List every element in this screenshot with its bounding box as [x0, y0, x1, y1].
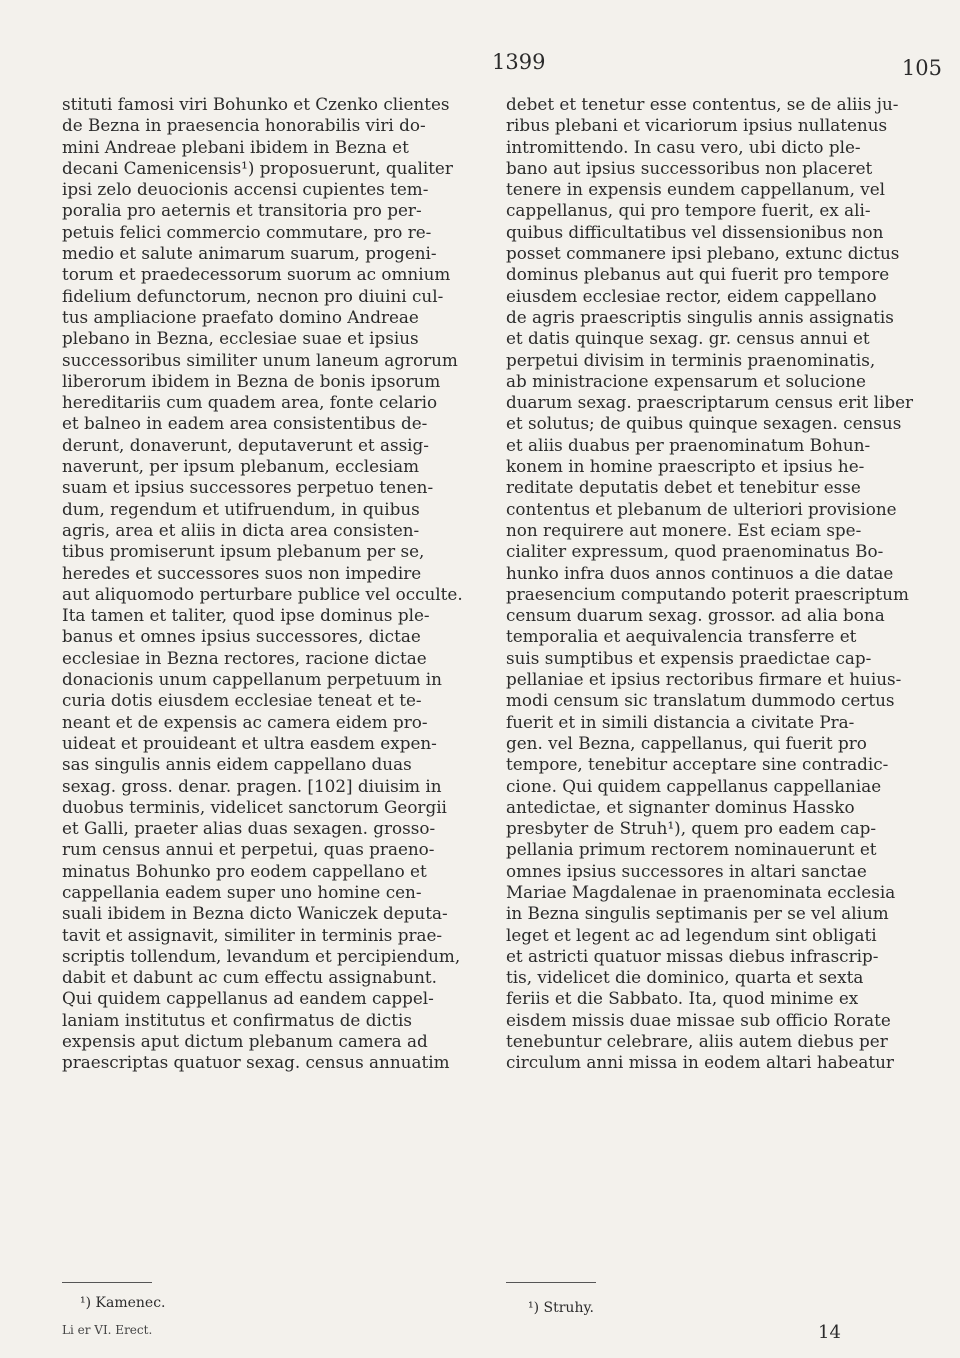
- text-line: eisdem missis duae missae sub officio Rorate: [506, 1009, 891, 1030]
- text-line: tavit et assignavit, similiter in terminis prae-: [62, 924, 443, 945]
- text-line: modi censum sic translatum dummodo certus: [506, 690, 895, 711]
- text-line: circulum anni missa in eodem altari habeatur: [506, 1052, 894, 1073]
- text-line: ribus plebani et vicariorum ipsius nullatenus: [506, 115, 888, 136]
- text-line: praescriptas quatuor sexag. census annuatim: [62, 1052, 450, 1073]
- text-line: mini Andreae plebani ibidem in Bezna et: [62, 136, 409, 157]
- footnote-left: ¹) Kamenec.: [80, 1295, 166, 1311]
- text-line: curia dotis eiusdem ecclesiae teneat et te-: [62, 690, 422, 711]
- text-line: tempore, tenebitur acceptare sine contradic-: [506, 754, 889, 775]
- text-line: perpetui divisim in terminis praenominatis,: [506, 349, 876, 370]
- text-line: decani Camenicensis¹) proposuerunt, qualiter: [62, 157, 453, 178]
- text-line: tenebuntur celebrare, aliis autem diebus per: [506, 1031, 888, 1052]
- year-header: 1399: [492, 50, 546, 74]
- text-line: pellaniae et ipsius rectoribus firmare et huius-: [506, 669, 902, 690]
- text-line: sas singulis annis eidem cappellano duas: [62, 754, 412, 775]
- footnote-right: ¹) Struhy.: [528, 1300, 594, 1316]
- text-line: agris, area et aliis in dicta area consisten-: [62, 519, 420, 540]
- text-line: gen. vel Bezna, cappellanus, qui fuerit pro: [506, 732, 867, 753]
- text-line: rum census annui et perpetui, quas praeno-: [62, 839, 435, 860]
- text-line: duobus terminis, videlicet sanctorum Georgii: [62, 796, 447, 817]
- text-line: dum, regendum et utifruendum, in quibus: [62, 498, 420, 519]
- text-line: antedictae, et signanter dominus Hassko: [506, 796, 855, 817]
- text-line: leget et legent ac ad legendum sint obligati: [506, 924, 877, 945]
- text-line: minatus Bohunko pro eodem cappellano et: [62, 860, 427, 881]
- text-line: intromittendo. In casu vero, ubi dicto ple-: [506, 136, 861, 157]
- text-line: petuis felici commercio commutare, pro re-: [62, 221, 432, 242]
- text-line: contentus et plebanum de ulteriori provisione: [506, 498, 897, 519]
- text-line: medio et salute animarum suarum, progeni-: [62, 243, 437, 264]
- text-line: scriptis tollendum, levandum et percipiendum,: [62, 945, 461, 966]
- text-line: duarum sexag. praescriptarum census erit liber: [506, 392, 914, 413]
- text-line: et astricti quatuor missas diebus infrascrip-: [506, 945, 879, 966]
- text-line: et datis quinque sexag. gr. census annui et: [506, 328, 870, 349]
- text-line: liberorum ibidem in Bezna de bonis ipsorum: [62, 370, 441, 391]
- text-line: ab ministracione expensarum et solucione: [506, 370, 866, 391]
- text-line: eiusdem ecclesiae rector, eidem cappellano: [506, 285, 877, 306]
- text-line: heredes et successores suos non impedire: [62, 562, 422, 583]
- text-line: reditate deputatis debet et tenebitur esse: [506, 477, 861, 498]
- text-line: ipsi zelo deuocionis accensi cupientes tem-: [62, 179, 429, 200]
- text-line: plebano in Bezna, ecclesiae suae et ipsius: [62, 328, 419, 349]
- text-line: et balneo in eadem area consistentibus de-: [62, 413, 428, 434]
- footnote-rule-left: [62, 1282, 152, 1283]
- printer-signature: Li er VI. Erect.: [62, 1323, 153, 1337]
- right-text-column: [506, 94, 918, 1074]
- text-line: hunko infra duos annos continuos a die datae: [506, 562, 894, 583]
- text-line: tenere in expensis eundem cappellanum, vel: [506, 179, 886, 200]
- text-line: suis sumptibus et expensis praedictae cap-: [506, 647, 872, 668]
- text-line: et Galli, praeter alias duas sexagen. grosso-: [62, 818, 436, 839]
- text-line: hereditariis cum quadem area, fonte celario: [62, 392, 438, 413]
- text-line: banus et omnes ipsius successores, dictae: [62, 626, 421, 647]
- text-line: cialiter expressum, quod praenominatus Bo-: [506, 541, 884, 562]
- text-line: non requirere aut monere. Est eciam spe-: [506, 519, 862, 540]
- text-line: bano aut ipsius successoribus non placeret: [506, 157, 873, 178]
- text-line: temporalia et aequivalencia transferre et: [506, 626, 857, 647]
- text-line: Qui quidem cappellanus ad eandem cappel-: [62, 988, 434, 1009]
- text-line: fidelium defunctorum, necnon pro diuini cul-: [62, 285, 444, 306]
- text-line: in Bezna singulis septimanis per se vel alium: [506, 903, 889, 924]
- signature-number: 14: [818, 1322, 841, 1343]
- text-line: posset commanere ipsi plebano, extunc dictus: [506, 243, 900, 264]
- footnote-rule-right: [506, 1282, 596, 1283]
- text-line: suam et ipsius successores perpetuo tenen-: [62, 477, 434, 498]
- text-line: omnes ipsius successores in altari sanctae: [506, 860, 867, 881]
- text-line: dabit et dabunt ac cum effectu assignabunt.: [62, 967, 437, 988]
- text-line: tibus promiserunt ipsum plebanum per se,: [62, 541, 425, 562]
- text-line: aut aliquomodo perturbare publice vel occulte.: [62, 583, 463, 604]
- text-line: fuerit et in simili distancia a civitate Pra-: [506, 711, 855, 732]
- text-line: cione. Qui quidem cappellanus cappellaniae: [506, 775, 882, 796]
- text-line: praesencium computando poterit praescriptum: [506, 583, 909, 604]
- text-line: cappellanus, qui pro tempore fuerit, ex ali-: [506, 200, 871, 221]
- text-line: quibus difficultatibus vel dissensionibus non: [506, 221, 884, 242]
- text-line: Ita tamen et taliter, quod ipse dominus ple-: [62, 605, 430, 626]
- text-line: dominus plebanus aut qui fuerit pro tempore: [506, 264, 890, 285]
- text-line: feriis et die Sabbato. Ita, quod minime ex: [506, 988, 859, 1009]
- text-line: de Bezna in praesencia honorabilis viri do-: [62, 115, 426, 136]
- text-line: Mariae Magdalenae in praenominata ecclesia: [506, 881, 896, 902]
- text-line: neant et de expensis ac camera eidem pro-: [62, 711, 428, 732]
- text-line: sexag. gross. denar. pragen. [102] diuisim in: [62, 775, 442, 796]
- text-line: stituti famosi viri Bohunko et Czenko clientes: [62, 94, 450, 114]
- text-line: donacionis unum cappellanum perpetuum in: [62, 669, 442, 690]
- text-line: torum et praedecessorum suorum ac omnium: [62, 264, 451, 285]
- text-line: censum duarum sexag. grossor. ad alia bona: [506, 605, 885, 626]
- text-line: derunt, donaverunt, deputaverunt et assig-: [62, 434, 429, 455]
- text-line: poralia pro aeternis et transitoria pro per-: [62, 200, 422, 221]
- text-line: konem in homine praescripto et ipsius he-: [506, 456, 865, 477]
- text-line: naverunt, per ipsum plebanum, ecclesiam: [62, 456, 419, 477]
- text-line: tis, videlicet die dominico, quarta et sexta: [506, 967, 864, 988]
- text-line: expensis aput dictum plebanum camera ad: [62, 1031, 428, 1052]
- text-line: uideat et prouideant et ultra easdem expen-: [62, 732, 437, 753]
- page-number: 105: [901, 56, 942, 80]
- text-line: et aliis duabus per praenominatum Bohun-: [506, 434, 871, 455]
- text-line: ecclesiae in Bezna rectores, racione dictae: [62, 647, 427, 668]
- text-line: laniam institutus et confirmatus de dictis: [62, 1009, 412, 1030]
- text-line: successoribus similiter unum laneum agrorum: [62, 349, 458, 370]
- text-line: et solutus; de quibus quinque sexagen. census: [506, 413, 902, 434]
- text-line: presbyter de Struh¹), quem pro eadem cap-: [506, 818, 876, 839]
- text-line: pellania primum rectorem nominauerunt et: [506, 839, 877, 860]
- text-line: cappellania eadem super uno homine cen-: [62, 881, 422, 902]
- text-line: de agris praescriptis singulis annis assignatis: [506, 306, 894, 327]
- left-text-column: [62, 94, 514, 1074]
- text-line: debet et tenetur esse contentus, se de aliis ju-: [506, 94, 899, 114]
- text-line: suali ibidem in Bezna dicto Waniczek deputa-: [62, 903, 448, 924]
- text-line: tus ampliacione praefato domino Andreae: [62, 306, 419, 327]
